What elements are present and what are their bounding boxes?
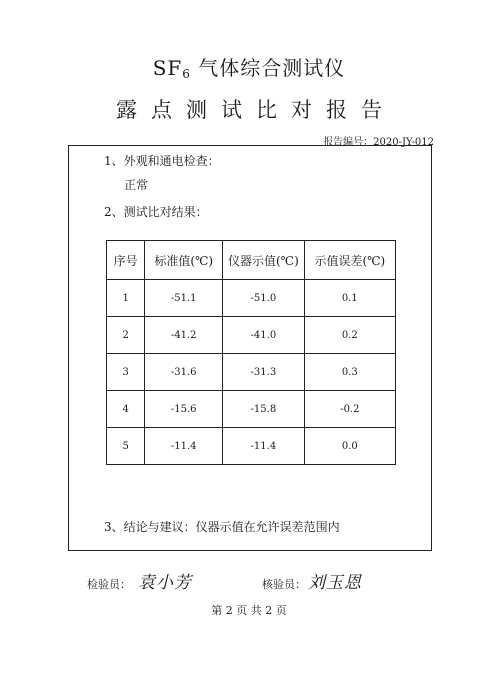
appearance-heading: 1、外观和通电检查： (104, 154, 220, 168)
title-prefix: SF (152, 56, 183, 80)
header-index: 序号 (107, 241, 145, 280)
cell-instrument-reading: -15.8 (223, 391, 305, 428)
table-row (107, 354, 396, 391)
cell-index: 5 (107, 428, 145, 465)
cell-instrument-reading: -41.0 (223, 317, 305, 354)
title-suffix: 气体综合测试仪 (190, 56, 346, 80)
cell-standard-value: -31.6 (145, 354, 223, 391)
table-row (107, 317, 396, 354)
cell-instrument-reading: -11.4 (223, 428, 305, 465)
results-table (106, 240, 396, 465)
cell-error: 0.2 (304, 317, 395, 354)
report-title: 露点测试比对报告 (116, 98, 396, 122)
table-row (107, 391, 396, 428)
title-subscript: 6 (182, 67, 191, 81)
header-error: 示值误差(℃) (304, 241, 395, 280)
cell-standard-value: -51.1 (145, 280, 223, 317)
reviewer-signature: 刘玉恩 (308, 573, 362, 593)
report-number: 报告编号：2020-JY-012 (323, 137, 434, 148)
cell-index: 4 (107, 391, 145, 428)
cell-error: -0.2 (304, 391, 395, 428)
cell-error: 0.0 (304, 428, 395, 465)
inspector-label: 检验员： (87, 578, 131, 591)
cell-index: 2 (107, 317, 145, 354)
table-row (107, 280, 396, 317)
table-header-row (107, 241, 396, 280)
cell-standard-value: -11.4 (145, 428, 223, 465)
cell-index: 1 (107, 280, 145, 317)
header-standard-value: 标准值(℃) (145, 241, 223, 280)
instrument-title (0, 52, 498, 81)
cell-error: 0.1 (304, 280, 395, 317)
appearance-result: 正常 (124, 178, 149, 192)
inspector-signature: 袁小芳 (138, 573, 192, 593)
comparison-heading: 2、测试比对结果： (104, 205, 208, 219)
cell-standard-value: -41.2 (145, 317, 223, 354)
cell-instrument-reading: -51.0 (223, 280, 305, 317)
cell-instrument-reading: -31.3 (223, 354, 305, 391)
table-row (107, 428, 396, 465)
cell-index: 3 (107, 354, 145, 391)
header-instrument-reading: 仪器示值(℃) (223, 241, 305, 280)
cell-standard-value: -15.6 (145, 391, 223, 428)
reviewer-label: 核验员： (262, 578, 306, 591)
page-footer: 第 2 页 共 2 页 (211, 604, 287, 617)
cell-error: 0.3 (304, 354, 395, 391)
conclusion-text: 3、结论与建议：仪器示值在允许误差范围内 (104, 520, 340, 534)
